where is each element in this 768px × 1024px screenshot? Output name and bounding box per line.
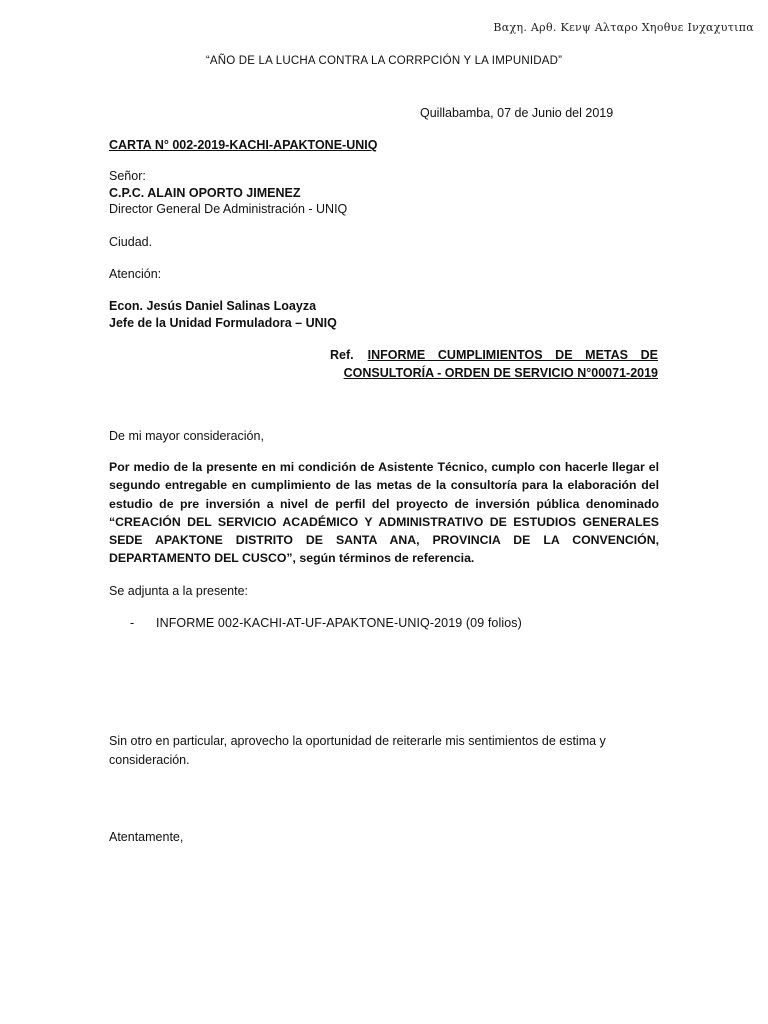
- city-line: Ciudad.: [109, 235, 153, 249]
- year-motto: “AÑO DE LA LUCHA CONTRA LA CORRPCIÓN Y LA IMPUNIDAD”: [205, 55, 563, 67]
- attention-name: Econ. Jesús Daniel Salinas Loayza: [109, 299, 317, 313]
- attention-title: Jefe de la Unidad Formuladora – UNIQ: [109, 315, 337, 330]
- reference-label: Ref.: [330, 348, 354, 362]
- greeting: De mi mayor consideración,: [109, 429, 264, 443]
- bullet-dash: -: [130, 616, 135, 630]
- header-signature-text: Βαχη. Αρθ. Κενψ Αλταρο Χηοθυε Ινχαχυτιπα: [493, 21, 754, 34]
- reference-text: INFORME CUMPLIMIENTOS DE METAS DE CONSULTORÍA - ORDEN DE SERVICIO N°00071-2019: [343, 348, 658, 380]
- letter-date: Quillabamba, 07 de Junio del 2019: [420, 106, 614, 120]
- letter-number: CARTA N° 002-2019-KACHI-APAKTONE-UNIQ: [109, 138, 378, 152]
- recipient-name: C.P.C. ALAIN OPORTO JIMENEZ: [109, 185, 301, 200]
- signoff: Atentamente,: [109, 830, 184, 844]
- attention-label: Atención:: [109, 267, 162, 281]
- recipient-title: Director General De Administración - UNIQ: [109, 202, 348, 216]
- recipient-salutation: Señor:: [109, 169, 146, 183]
- attention-block: [109, 298, 337, 331]
- closing-paragraph: Sin otro en particular, aprovecho la oportunidad de reiterarle mis sentimientos de estima y consideración.: [109, 734, 606, 767]
- reference-block: [330, 346, 658, 382]
- attachment-label: Se adjunta a la presente:: [109, 584, 248, 598]
- attachment-item: [130, 616, 522, 630]
- body-paragraph: Por medio de la presente en mi condición de Asistente Técnico, cumplo con hacerle llegar el segundo entregable en cumplimiento de las metas de la consultoría para la elaboración del estudio de pre inversión a nivel de perfil del proyecto de inversión pública denominado “CREACIÓN DEL SERVICIO ACADÉMICO Y ADMINISTRATIVO DE ESTUDIOS GENERALES SEDE APAKTONE DISTRITO DE SANTA ANA, PROVINCIA DE LA CONVENCIÓN, DEPARTAMENTO DEL CUSCO”, según términos de referencia.: [109, 460, 659, 566]
- attachment-item-text: INFORME 002-KACHI-AT-UF-APAKTONE-UNIQ-2019 (09 folios): [156, 616, 522, 630]
- recipient-block: [109, 168, 347, 218]
